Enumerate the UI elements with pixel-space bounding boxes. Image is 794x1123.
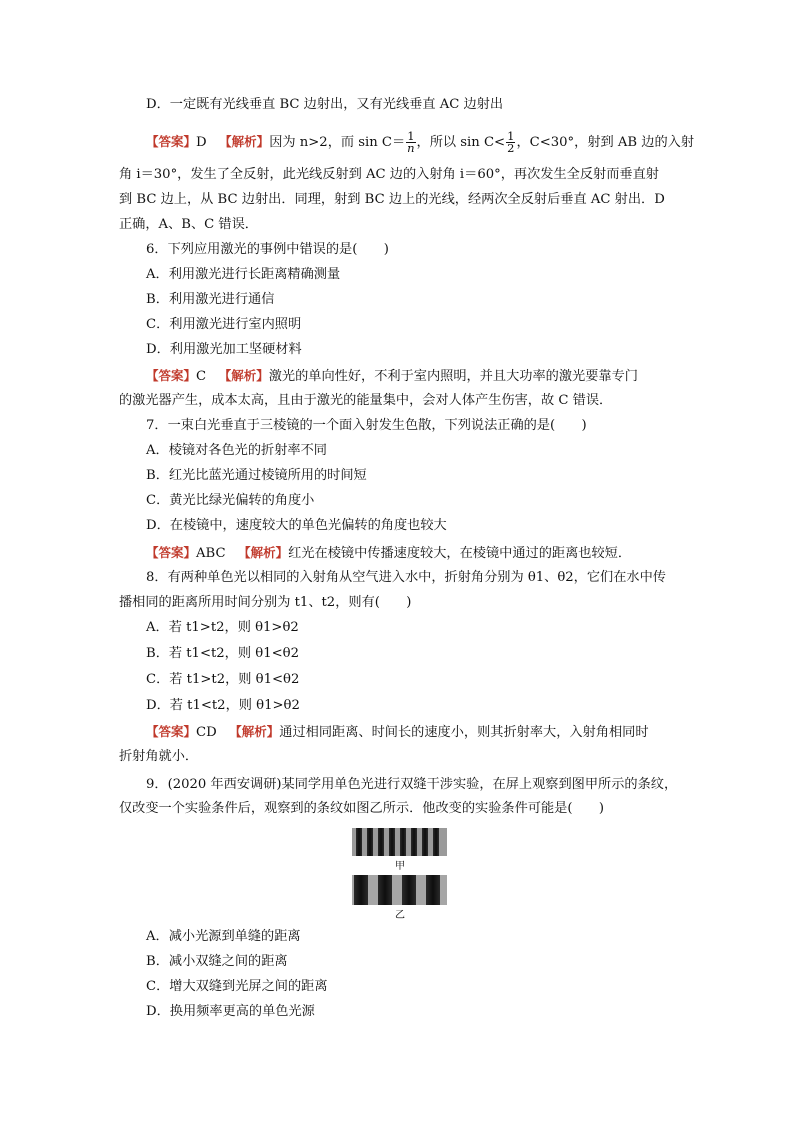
- q8-option-c: C．若 t1>t2，则 θ1<θ2: [146, 672, 300, 687]
- q6-option-d: D．利用激光加工坚硬材料: [146, 342, 302, 357]
- fringe-pattern-jia-background: [352, 828, 447, 856]
- q6-answer-line-1: 【答案】C 【解析】激光的单向性好，不利于室内照明，并且大功率的激光要靠专门: [146, 368, 638, 384]
- analysis-tag: 【解析】: [219, 134, 270, 149]
- q6-stem: 6．下列应用激光的事例中错误的是( ): [146, 242, 389, 257]
- q7-stem: 7．一束白光垂直于三棱镜的一个面入射发生色散，下列说法正确的是( ): [146, 418, 587, 433]
- q5-analysis-line-4: 正确，A、B、C 错误．: [119, 217, 258, 232]
- q8-option-a: A．若 t1>t2，则 θ1>θ2: [146, 620, 299, 635]
- q9-option-b: B．减小双缝之间的距离: [146, 954, 288, 969]
- q9-stem-line-1: 9．(2020 年西安调研)某同学用单色光进行双缝干涉实验，在屏上观察到图甲所示的条纹，: [146, 777, 678, 792]
- analysis-tag: 【解析】: [238, 545, 289, 560]
- q9-option-a: A．减小光源到单缝的距离: [146, 929, 301, 944]
- q5-analysis-line-2: 角 i＝30°，发生了全反射，此光线反射到 AC 边的入射角 i＝60°，再次发生全反射而垂直射: [119, 167, 659, 182]
- fig-label-jia: 甲: [395, 861, 405, 872]
- answer-tag: 【答案】: [146, 724, 197, 739]
- answer-tag: 【答案】: [146, 134, 197, 149]
- answer-tag: 【答案】: [146, 545, 197, 560]
- q6-analysis-line-2: 的激光器产生，成本太高，且由于激光的能量集中，会对人体产生伤害，故 C 错误．: [119, 393, 613, 408]
- q8-answer-line-1: 【答案】CD 【解析】通过相同距离、时间长的速度小，则其折射率大，入射角相同时: [146, 724, 649, 740]
- q7-option-c: C．黄光比绿光偏转的角度小: [146, 493, 315, 508]
- analysis-tag: 【解析】: [218, 368, 269, 383]
- q8-stem-line-1: 8．有两种单色光以相同的入射角从空气进入水中，折射角分别为 θ1、θ2，它们在水中传: [146, 570, 666, 585]
- q9-option-c: C．增大双缝到光屏之间的距离: [146, 979, 328, 994]
- q8-option-d: D．若 t1<t2，则 θ1>θ2: [146, 698, 300, 713]
- q8-option-b: B．若 t1<t2，则 θ1<θ2: [146, 646, 299, 661]
- q5-option-d: D．一定既有光线垂直 BC 边射出，又有光线垂直 AC 边射出: [146, 97, 504, 112]
- q6-option-a: A．利用激光进行长距离精确测量: [146, 267, 341, 282]
- q8-stem-line-2: 播相同的距离所用时间分别为 t1、t2，则有( ): [119, 595, 412, 610]
- answer-tag: 【答案】: [146, 368, 197, 383]
- q8-analysis-line-2: 折射角就小．: [119, 749, 199, 764]
- q7-option-a: A．棱镜对各色光的折射率不同: [146, 443, 327, 458]
- q5-answer-line-1: 【答案】D 【解析】因为 n>2，而 sin C＝ $\frac{1}{n}$ ，所以 sin C< $\frac{1}{2}$ ，C<30°，射到 AB 边的入射: [146, 129, 695, 155]
- q6-option-b: B．利用激光进行通信: [146, 292, 275, 307]
- fraction-1-over-2: $\frac{1}{2}$: [507, 129, 515, 155]
- interference-fringe-figure: [350, 826, 450, 922]
- q9-option-d: D．换用频率更高的单色光源: [146, 1004, 315, 1019]
- q9-stem-line-2: 仅改变一个实验条件后，观察到的条纹如图乙所示．他改变的实验条件可能是( ): [119, 801, 605, 816]
- q5-analysis-line-3: 到 BC 边上，从 BC 边射出．同理，射到 BC 边上的光线，经两次全反射后垂直 AC 射出．D: [119, 192, 665, 207]
- q6-option-c: C．利用激光进行室内照明: [146, 317, 302, 332]
- q7-option-b: B．红光比蓝光通过棱镜所用的时间短: [146, 468, 367, 483]
- q7-option-d: D．在棱镜中，速度较大的单色光偏转的角度也较大: [146, 518, 447, 533]
- q7-answer-line: 【答案】ABC 【解析】红光在棱镜中传播速度较大，在棱镜中通过的距离也较短．: [146, 545, 632, 561]
- fig-label-yi: 乙: [395, 910, 405, 921]
- analysis-tag: 【解析】: [229, 724, 280, 739]
- answer-value: D: [196, 135, 207, 150]
- fraction-1-over-n: $\frac{1}{n}$: [407, 129, 415, 155]
